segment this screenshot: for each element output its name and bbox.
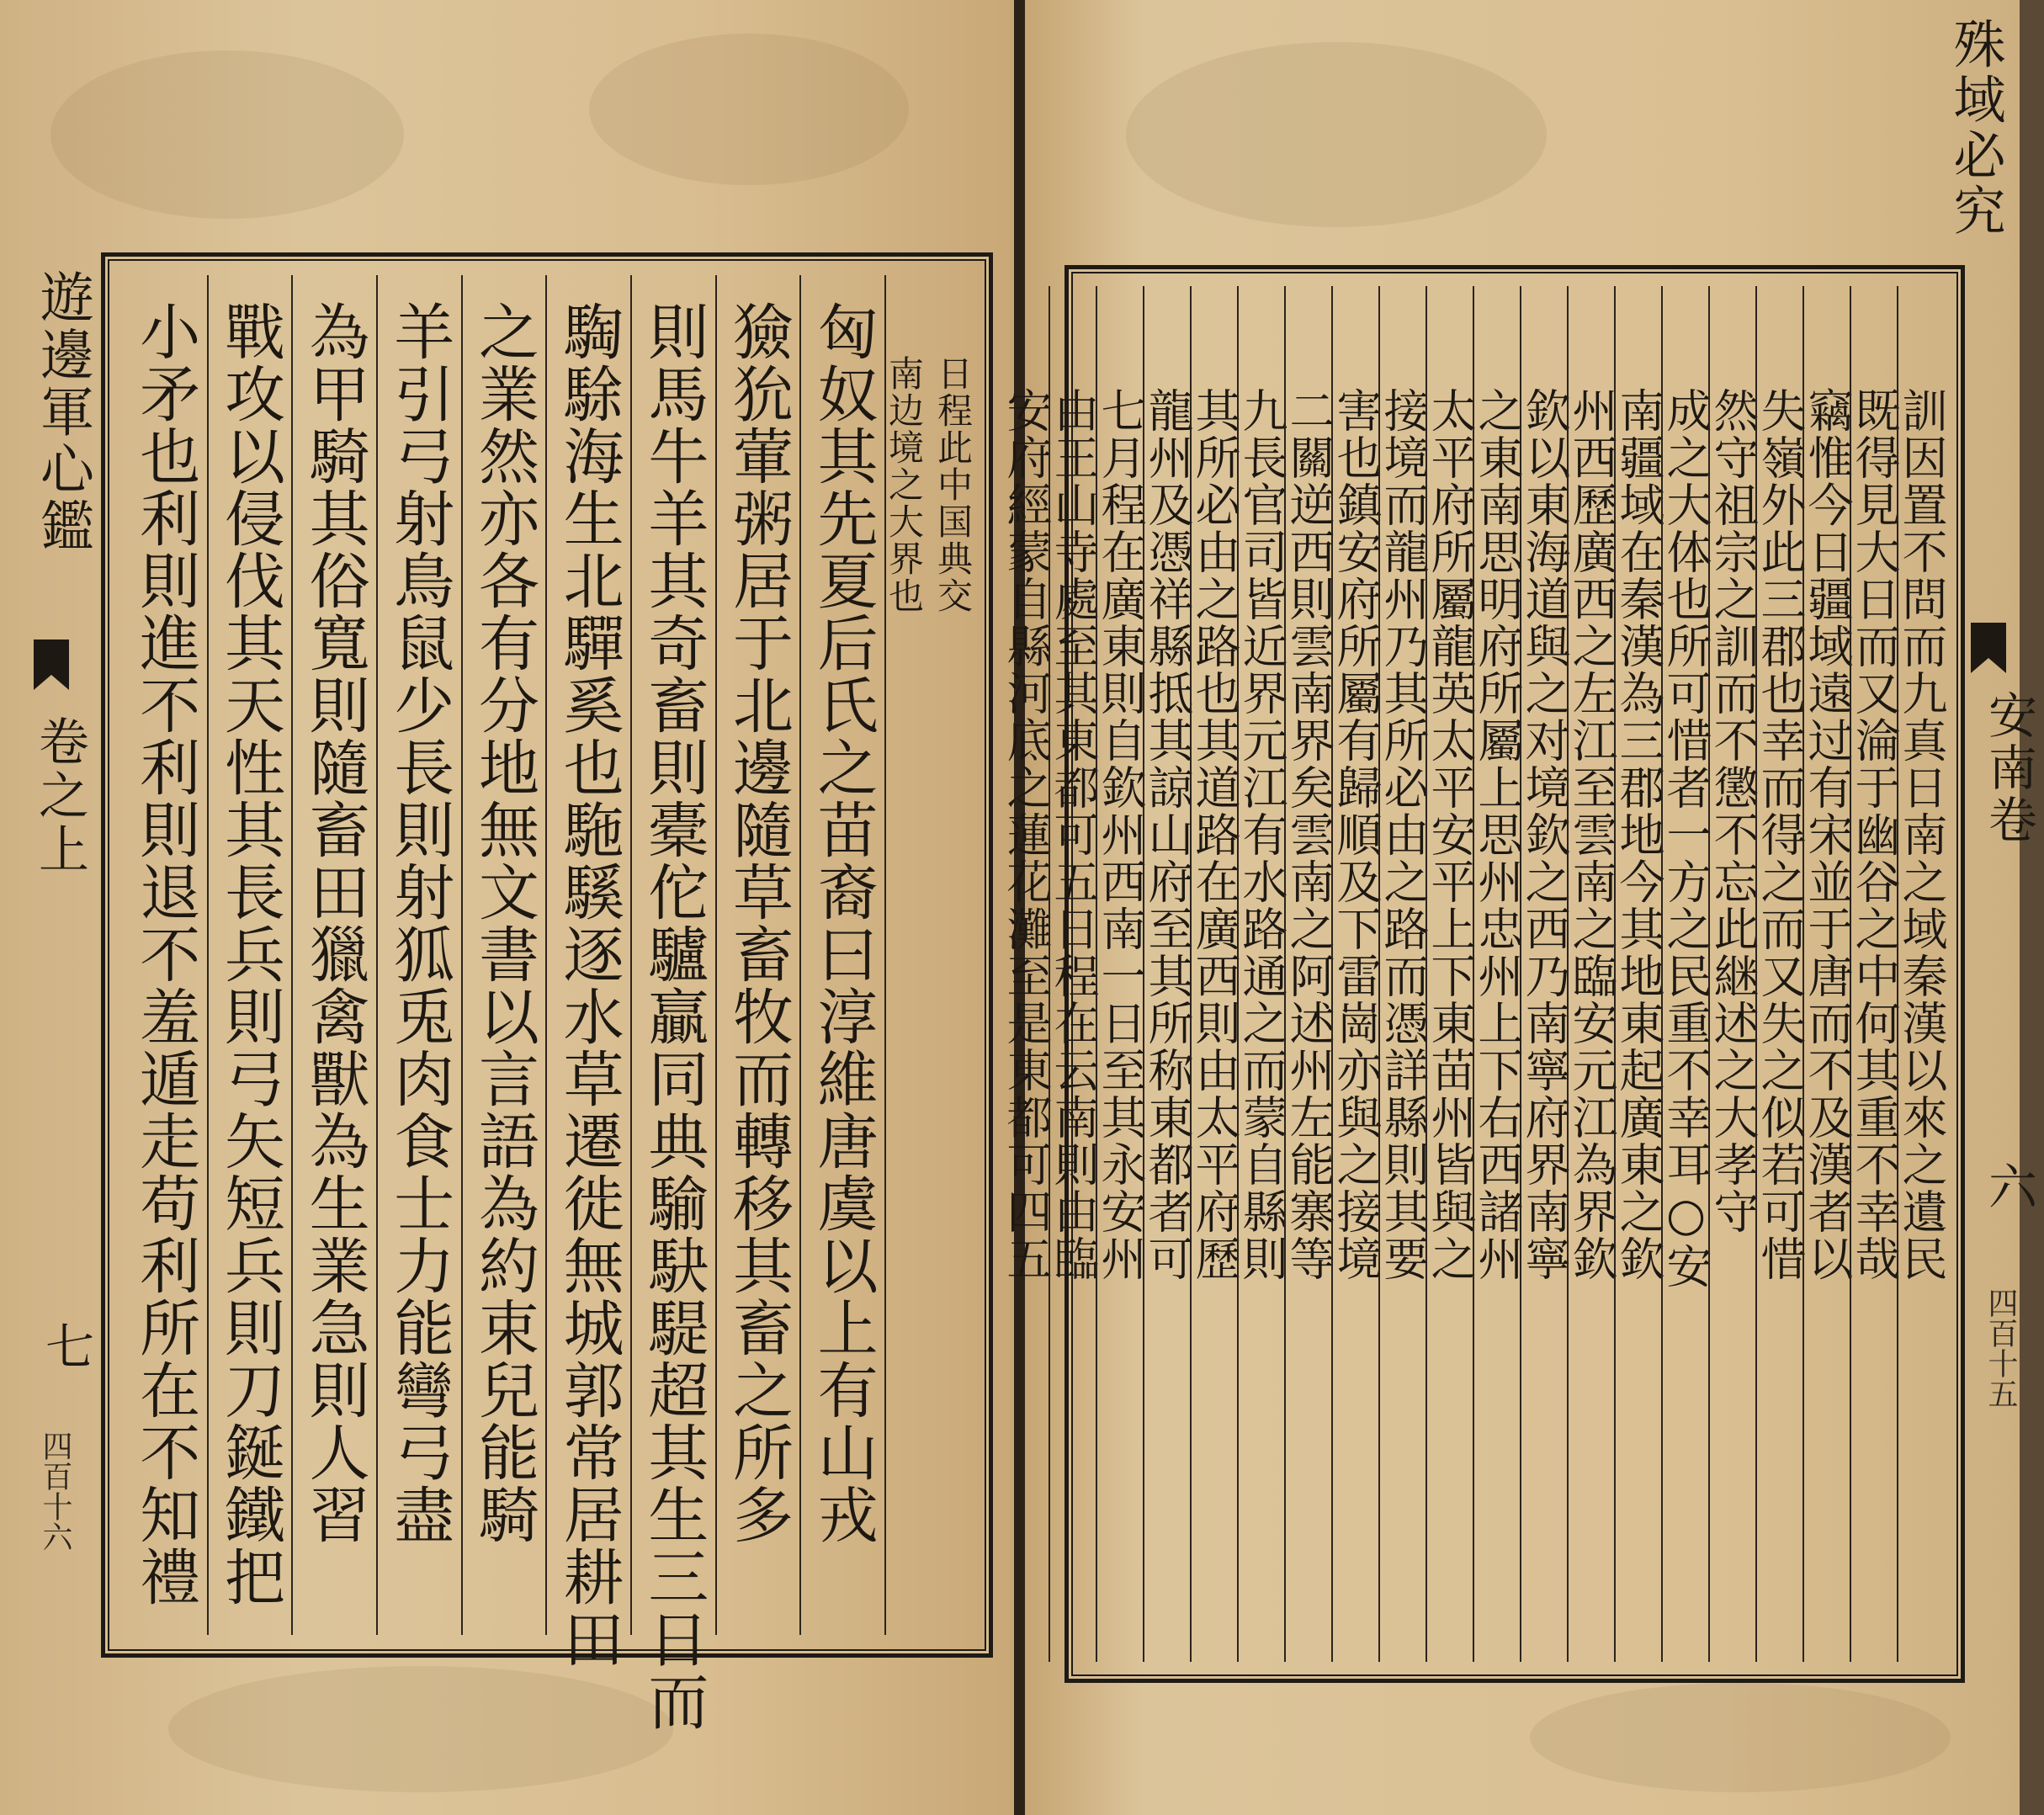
text-column <box>1707 286 1760 1662</box>
page-folio-number: 六 <box>1980 1161 2037 1210</box>
character-count: 四百十五 <box>1983 1287 2018 1409</box>
text-column <box>630 275 715 1733</box>
margin-book-title: 遊邊軍心鑑 <box>31 269 93 555</box>
text-column <box>1471 286 1524 1662</box>
text-column <box>1424 286 1477 1662</box>
text-column <box>1895 286 1948 1662</box>
text-column <box>1659 286 1712 1662</box>
text-column <box>1377 286 1430 1662</box>
text-line: 竊惟今日疆域遠过有宋並于唐而不及漢者以 <box>1801 387 1854 1282</box>
text-line: 七月程在廣東則自欽州西南一日至其永安州 <box>1094 387 1147 1282</box>
text-column <box>1565 286 1618 1662</box>
text-line: 獫狁葷粥居于北邊隨草畜牧而轉移其畜之所多 <box>722 300 794 1546</box>
text-line: 九長官司皆近界元江有水路通之而蒙自縣則 <box>1235 387 1288 1282</box>
character-count: 四百十六 <box>38 1430 72 1552</box>
annotation-line: 日程此中国典交 <box>932 355 974 614</box>
text-line: 匈奴其先夏后氏之苗裔曰淳維唐虞以上有山戎 <box>807 300 879 1546</box>
text-column <box>207 275 292 1635</box>
text-line: 州西歷廣西之左江至雲南之臨安元江為界欽 <box>1565 387 1618 1282</box>
text-line: 成之大体也所可惜者一方之民重不幸耳○安 <box>1659 387 1712 1290</box>
text-columns-left <box>124 275 974 1733</box>
text-line: 害也鎮安府所屬有歸順及下雷崗亦與之接境 <box>1330 387 1383 1282</box>
text-column <box>1754 286 1807 1662</box>
text-column <box>1612 286 1665 1662</box>
text-column <box>1282 286 1335 1662</box>
text-column <box>376 275 461 1635</box>
text-column <box>1518 286 1571 1662</box>
text-line: 既得見大日而又淪于幽谷之中何其重不幸哉 <box>1848 387 1901 1282</box>
margin-book-title: 殊域必究 <box>1945 17 2006 239</box>
text-line: 之東南思明府所屬上思州忠州上下右西諸州 <box>1471 387 1524 1282</box>
text-column <box>1094 286 1147 1662</box>
text-column <box>1047 286 1100 1662</box>
text-line: 為甲騎其俗寬則隨畜田獵禽獸為生業急則人習 <box>299 300 370 1546</box>
text-column <box>124 275 207 1635</box>
text-column <box>1848 286 1901 1662</box>
margin-section-title: 安南卷 <box>1980 690 2037 846</box>
text-column <box>1141 286 1194 1662</box>
text-line: 羊引弓射鳥鼠少長則射狐兎肉食士力能彎弓盡 <box>384 300 455 1546</box>
text-line: 由王山寺處至其東都可五日程在云南則由臨 <box>1047 387 1100 1282</box>
text-column <box>1330 286 1383 1662</box>
text-column <box>461 275 546 1635</box>
text-column <box>291 275 376 1635</box>
text-column <box>1235 286 1288 1662</box>
text-line: 安府經蒙自縣河底之蓮花灘至是東都可四五 <box>1000 387 1053 1282</box>
text-column <box>1000 286 1053 1662</box>
text-line: 騊駼海生北驒奚也駞騱逐水草遷徙無城郭常居耕田 <box>553 300 624 1670</box>
page-folio-number: 七 <box>37 1321 94 1370</box>
note-column <box>884 275 974 1635</box>
fishtail-mark <box>34 639 69 690</box>
text-frame-left <box>101 252 993 1733</box>
text-line: 二關逆西則雲南界矣雲南之阿述州左能寨等 <box>1282 387 1335 1282</box>
text-columns-right <box>1000 286 1948 1662</box>
text-line: 失嶺外此三郡也幸而得之而又失之似若可惜 <box>1754 387 1807 1282</box>
text-line: 欽以東海道與之对境欽之西乃南寧府界南寧 <box>1518 387 1571 1282</box>
text-line: 接境而龍州乃其所必由之路而憑詳縣則其要 <box>1377 387 1430 1282</box>
text-line: 戰攻以侵伐其天性其長兵則弓矢短兵則刀鋋鐵把 <box>214 300 285 1608</box>
text-column <box>715 275 800 1635</box>
text-line: 之業然亦各有分地無文書以言語為約束兒能騎 <box>468 300 539 1546</box>
text-line: 龍州及憑祥縣抵其諒山府至其所称東都者可 <box>1141 387 1194 1282</box>
text-column <box>545 275 630 1670</box>
annotation-line: 南边境之大界也 <box>884 355 925 614</box>
text-line: 其所必由之路也其道路在廣西則由太平府歷 <box>1188 387 1241 1282</box>
left-page <box>0 0 1014 1815</box>
text-line: 南疆域在秦漢為三郡地今其地東起廣東之欽 <box>1612 387 1665 1282</box>
text-column <box>1188 286 1241 1662</box>
text-line: 訓因置不問而九真日南之域秦漢以來之遺民 <box>1895 387 1948 1282</box>
text-frame-right <box>1000 265 1965 1683</box>
text-column <box>1801 286 1854 1662</box>
text-line: 小矛也利則進不利則退不羞遁走苟利所在不知禮 <box>130 300 201 1608</box>
text-line: 則馬牛羊其奇畜則橐佗驢贏同典騟駃騠超其生三日而 <box>638 300 709 1733</box>
margin-section-title: 卷之上 <box>30 715 89 877</box>
text-line: 然守祖宗之訓而不懲不忘此継述之大孝守 <box>1707 387 1760 1235</box>
text-column <box>799 275 884 1635</box>
text-line: 太平府所屬龍英太平安平上下東苗州皆與之 <box>1424 387 1477 1282</box>
